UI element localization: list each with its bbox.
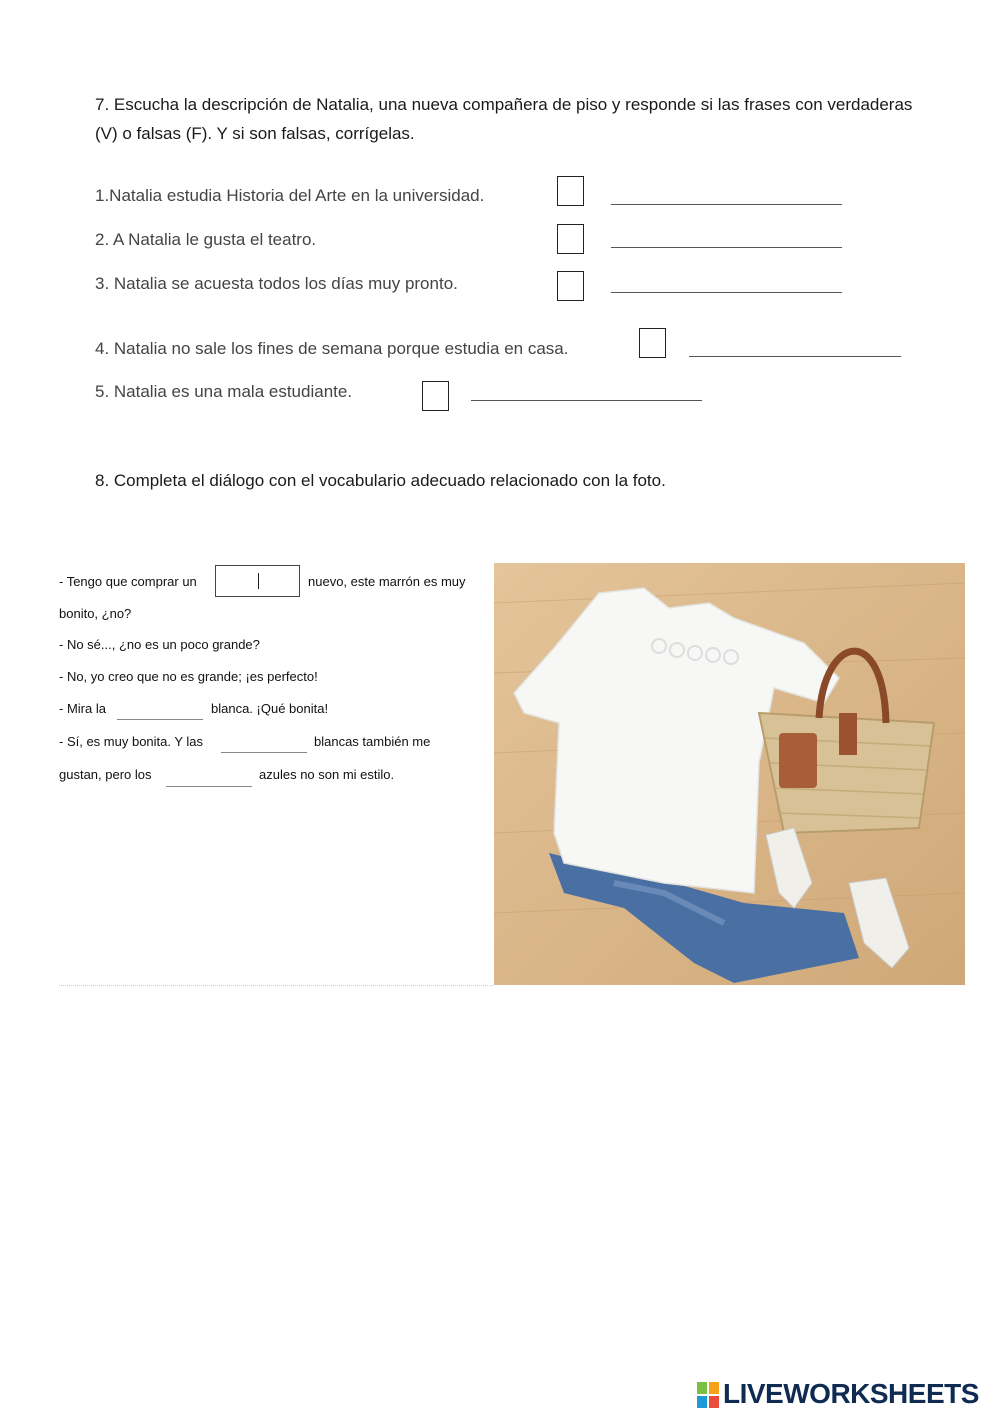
answer-blank-2[interactable]: [117, 719, 203, 720]
dialog-line-5b: blanca. ¡Qué bonita!: [211, 701, 329, 716]
correction-line-2[interactable]: [611, 247, 842, 248]
exercise-8-instruction: 8. Completa el diálogo con el vocabulario adecuado relacionado con la foto.: [95, 471, 666, 490]
correction-line-4[interactable]: [689, 356, 901, 357]
correction-line-3[interactable]: [611, 292, 842, 293]
statement-2: 2. A Natalia le gusta el teatro.: [95, 230, 317, 249]
text-cursor: [258, 573, 259, 589]
statement-5: 5. Natalia es una mala estudiante.: [95, 382, 353, 401]
dialog-line-5a: - Mira la: [59, 701, 106, 716]
correction-line-5[interactable]: [471, 400, 702, 401]
dialog-line-1a: - Tengo que comprar un: [59, 574, 197, 589]
dialog-line-4: - No, yo creo que no es grande; ¡es perfecto!: [59, 669, 318, 684]
exercise-7-instruction: 7. Escucha la descripción de Natalia, una nueva compañera de piso y responde si las frases con verdaderas (V) o falsas (F). Y si son falsas, corrígelas.: [95, 95, 913, 143]
correction-line-1[interactable]: [611, 204, 842, 205]
answer-blank-3[interactable]: [221, 752, 307, 753]
dotted-divider: [59, 985, 494, 986]
liveworksheets-logo: [697, 1378, 997, 1412]
vf-checkbox-4[interactable]: [639, 328, 666, 358]
statement-4: 4. Natalia no sale los fines de semana porque estudia en casa.: [95, 339, 569, 358]
dialog-line-7b: azules no son mi estilo.: [259, 767, 395, 782]
bag-tag: [779, 733, 817, 788]
answer-blank-4[interactable]: [166, 786, 252, 787]
liveworksheets-icon: [697, 1382, 721, 1408]
statement-1: 1.Natalia estudia Historia del Arte en la universidad.: [95, 186, 485, 205]
statement-3: 3. Natalia se acuesta todos los días muy pronto.: [95, 274, 458, 293]
outfit-photo: [494, 563, 965, 985]
dialog-line-7a: gustan, pero los: [59, 767, 152, 782]
answer-input-1[interactable]: [215, 565, 300, 597]
outfit-illustration: [494, 563, 965, 985]
vf-checkbox-5[interactable]: [422, 381, 449, 411]
vf-checkbox-2[interactable]: [557, 224, 584, 254]
logo-text: LIVEWORKSHEETS: [723, 1378, 979, 1409]
dialog-line-2: bonito, ¿no?: [59, 606, 132, 621]
dialog-line-6a: - Sí, es muy bonita. Y las: [59, 734, 204, 749]
dialog-line-1b: nuevo, este marrón es muy: [308, 574, 466, 589]
dialog-line-6b: blancas también me: [314, 734, 431, 749]
dialog-line-3: - No sé..., ¿no es un poco grande?: [59, 637, 260, 652]
vf-checkbox-3[interactable]: [557, 271, 584, 301]
vf-checkbox-1[interactable]: [557, 176, 584, 206]
